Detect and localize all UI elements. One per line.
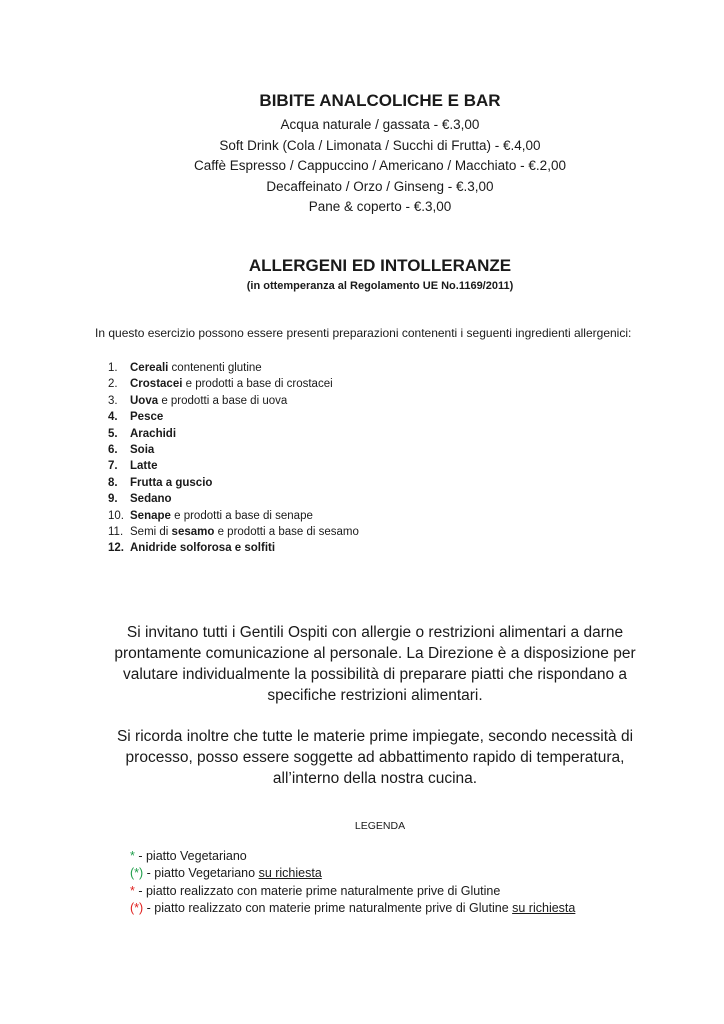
drink-item: Acqua naturale / gassata - €.3,00 xyxy=(280,117,480,132)
allergen-detail: contenenti glutine xyxy=(168,362,262,374)
allergen-number: 2. xyxy=(108,378,118,391)
allergen-name: Uova xyxy=(130,394,159,407)
gluten-free-asterisk-icon: * xyxy=(130,883,135,898)
allergen-item xyxy=(108,508,359,524)
legend-text: - piatto realizzato con materie prime naturalmente prive di Glutine xyxy=(143,900,513,915)
allergens-title: ALLERGENI ED INTOLLERANZE xyxy=(248,256,512,275)
allergen-name: Cereali xyxy=(130,362,169,374)
allergen-number: 4. xyxy=(108,411,118,424)
allergens-header xyxy=(0,256,724,292)
allergen-item xyxy=(108,475,359,491)
drink-item: Caffè Espresso / Cappuccino / Americano / Macchiato - €.2,00 xyxy=(194,158,566,173)
allergen-item xyxy=(108,524,359,540)
allergen-number: 12. xyxy=(108,542,124,555)
allergen-number: 8. xyxy=(108,476,118,489)
allergen-number: 5. xyxy=(108,427,118,440)
drinks-section xyxy=(0,91,724,218)
vegetarian-asterisk-icon: * xyxy=(130,849,135,863)
legend-on-request: su richiesta xyxy=(512,900,576,915)
gluten-free-asterisk-icon: (*) xyxy=(130,900,144,915)
allergen-number: 9. xyxy=(108,493,118,506)
legend-title: LEGENDA xyxy=(354,820,406,832)
allergens-list xyxy=(108,360,359,557)
allergen-item xyxy=(108,409,359,425)
allergen-number: 6. xyxy=(108,444,118,457)
legend-on-request: su richiesta xyxy=(258,866,322,881)
allergen-number: 11. xyxy=(108,526,124,539)
legend-list xyxy=(130,848,575,917)
drink-item: Pane & coperto - €.3,00 xyxy=(308,199,452,214)
allergen-item xyxy=(108,393,359,409)
legend-item xyxy=(130,900,575,917)
legend-item xyxy=(130,865,575,882)
allergen-name: Senape xyxy=(130,509,171,522)
allergen-number: 7. xyxy=(108,460,118,473)
allergen-detail: e prodotti a base di uova xyxy=(158,394,288,407)
legend-text: - piatto Vegetariano xyxy=(143,866,259,881)
allergen-name: Latte xyxy=(130,460,158,473)
allergen-number: 3. xyxy=(108,394,118,407)
allergen-number: 10. xyxy=(108,509,124,522)
allergens-subtitle: (in ottemperanza al Regolamento UE No.1169/2011) xyxy=(246,280,514,292)
notice-paragraph-1: Si invitano tutti i Gentili Ospiti con allergie o restrizioni alimentari a darne prontamente comunicazione al personale. La Direzione è a disposizione per valutare individualmente la possibilità di preparare piatti che rispondano a specifiche restrizioni alimentari. xyxy=(114,624,636,704)
legend-text: - piatto Vegetariano xyxy=(134,849,247,863)
allergen-name: Pesce xyxy=(130,411,164,424)
allergen-number: 1. xyxy=(108,362,118,374)
allergen-item xyxy=(108,540,359,556)
allergen-name: Arachidi xyxy=(130,427,177,440)
allergen-detail: e prodotti a base di senape xyxy=(170,509,313,522)
drink-item: Soft Drink (Cola / Limonata / Succhi di Frutta) - €.4,00 xyxy=(219,137,541,153)
allergen-item xyxy=(108,491,359,507)
legend-item xyxy=(130,883,575,900)
allergens-intro: In questo esercizio possono essere presenti preparazioni contenenti i seguenti ingredienti allergenici: xyxy=(95,326,632,340)
allergen-detail: e prodotti a base di sesamo xyxy=(214,526,359,539)
allergen-name: sesamo xyxy=(171,526,215,539)
vegetarian-asterisk-icon: (*) xyxy=(130,866,144,881)
allergen-item xyxy=(108,442,359,458)
allergen-prefix: Semi di xyxy=(130,526,172,539)
legend-item xyxy=(130,848,575,865)
allergen-item xyxy=(108,360,359,376)
allergen-name: Anidride solforosa e solfiti xyxy=(130,542,276,555)
drinks-title: BIBITE ANALCOLICHE E BAR xyxy=(259,91,501,110)
notice-paragraph-2: Si ricorda inoltre che tutte le materie prime impiegate, secondo necessità di processo, posso essere soggette ad abbattimento rapido di temperatura, all’interno della nostra cucina. xyxy=(116,728,634,787)
allergen-name: Crostacei xyxy=(130,378,183,391)
allergen-name: Sedano xyxy=(130,493,172,506)
allergen-item xyxy=(108,458,359,474)
allergen-item xyxy=(108,376,359,392)
allergen-name: Frutta a guscio xyxy=(130,476,213,489)
allergen-name: Soia xyxy=(130,444,155,457)
drink-item: Decaffeinato / Orzo / Ginseng - €.3,00 xyxy=(266,178,494,194)
drinks-list xyxy=(0,115,724,218)
legend-text: - piatto realizzato con materie prime naturalmente prive di Glutine xyxy=(134,883,501,898)
allergen-detail: e prodotti a base di crostacei xyxy=(182,378,333,391)
allergen-item xyxy=(108,426,359,442)
